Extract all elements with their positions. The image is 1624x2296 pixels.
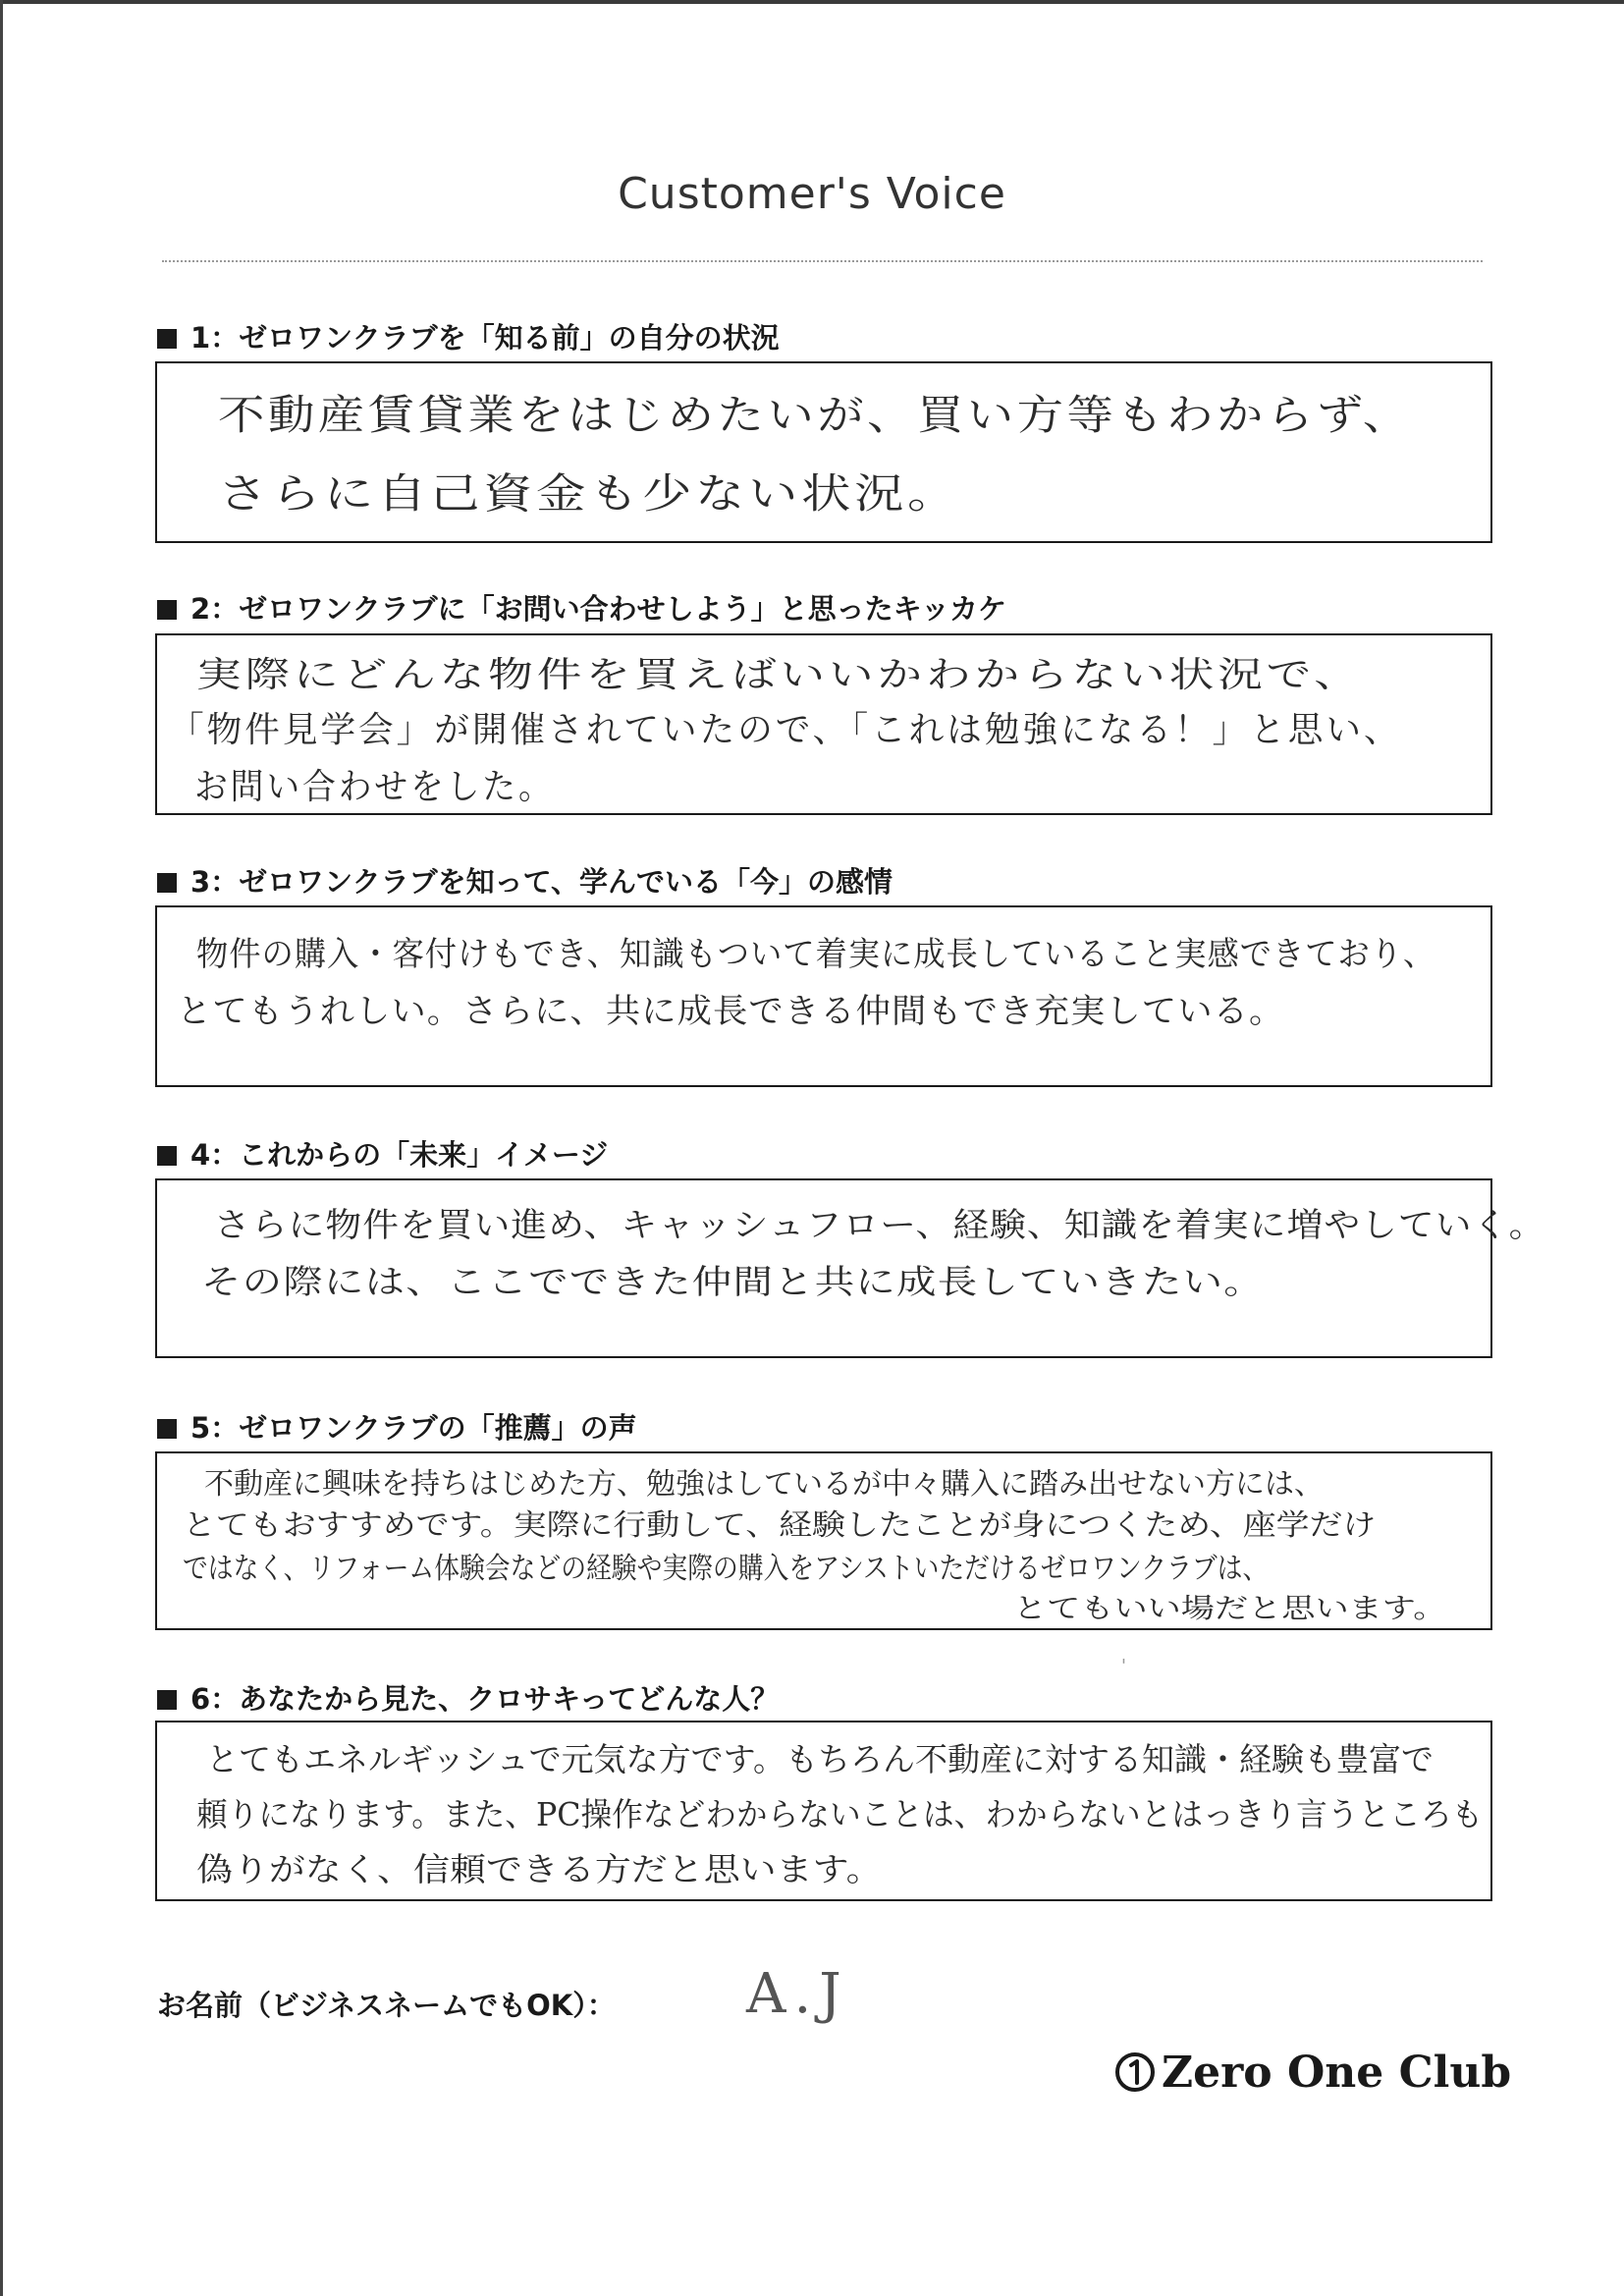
answer-3-line-2: とてもうれしい。さらに、共に成長できる仲間もでき充実している。 xyxy=(177,992,1285,1031)
answer-2-line-3: お問い合わせをした。 xyxy=(194,767,555,807)
answer-1-box xyxy=(155,361,1492,543)
answer-6-line-1: とてもエネルギッシュで元気な方です。もちろん不動産に対する知識・経験も豊富で xyxy=(206,1740,1435,1778)
answer-4-line-2: その際には、ここでできた仲間と共に成長していきたい。 xyxy=(201,1263,1265,1302)
answer-4-line-1: さらに物件を買い進め、キャッシュフロー、経験、知識を着実に増やしていく。 xyxy=(214,1206,1546,1245)
answer-5-line-1: 不動産に興味を持ちはじめた方、勉強はしているが中々購入に踏み出せない方には、 xyxy=(204,1467,1324,1502)
page-title: Customer's Voice xyxy=(618,169,1006,219)
answer-5-line-4: とてもいい場だと思います。 xyxy=(1013,1592,1447,1624)
question-1-label: 1：ゼロワンクラブを「知る前」の自分の状況 xyxy=(157,316,780,356)
name-field-value: A.J xyxy=(746,1962,849,2026)
answer-5-line-3: ではなく、リフォーム体験会などの経験や実際の購入をアシストいただけるゼロワンクラブは、 xyxy=(183,1552,1269,1586)
square-bullet-icon xyxy=(157,1419,177,1439)
answer-6-box xyxy=(155,1721,1492,1901)
answer-2-line-1: 実際にどんな物件を買えばいいかわからない状況で、 xyxy=(196,655,1363,695)
question-5-label: 5：ゼロワンクラブの「推薦」の声 xyxy=(157,1406,637,1447)
answer-6-line-3: 偽りがなく、信頼できる方だと思います。 xyxy=(196,1850,883,1888)
circled-one-icon xyxy=(1114,2051,1156,2093)
logo-text: Zero One Club xyxy=(1162,2047,1512,2098)
answer-3-box xyxy=(155,905,1492,1087)
answer-5-line-2: とてもおすすめです。実際に行動して、経験したことが身につくため、座学だけ xyxy=(183,1508,1377,1543)
question-3-label: 3：ゼロワンクラブを知って、学んでいる「今」の感情 xyxy=(157,860,893,901)
question-4-label: 4：これからの「未来」イメージ xyxy=(157,1133,608,1174)
answer-6-line-2: 頼りになります。また、PC操作などわからないことは、わからないとはっきり言うところも xyxy=(196,1795,1484,1833)
answer-1-line-2: さらに自己資金も少ない状況。 xyxy=(218,469,961,518)
scan-edge-top xyxy=(0,0,1624,4)
answer-5-box xyxy=(155,1451,1492,1630)
answer-3-line-1: 物件の購入・客付けもでき、知識もついて着実に成長していること実感できており、 xyxy=(196,935,1436,974)
square-bullet-icon xyxy=(157,1146,177,1166)
name-field-label: お名前（ビジネスネームでもOK）： xyxy=(157,1989,616,2022)
scan-edge-left xyxy=(0,0,3,2296)
title-divider xyxy=(162,260,1483,262)
question-6-label: 6：あなたから見た、クロサキってどんな人？ xyxy=(157,1677,779,1718)
answer-4-box xyxy=(155,1178,1546,1358)
zero-one-club-logo xyxy=(1114,2043,1511,2102)
answer-1-line-1: 不動産賃貸業をはじめたいが、買い方等もわからず、 xyxy=(218,391,1413,439)
stray-mark: ' xyxy=(1121,1656,1126,1676)
square-bullet-icon xyxy=(157,1690,177,1710)
square-bullet-icon xyxy=(157,600,177,620)
square-bullet-icon xyxy=(157,329,177,349)
square-bullet-icon xyxy=(157,873,177,893)
answer-2-line-2: 「物件見学会」が開催されていたので、「これは勉強になる！」と思い、 xyxy=(169,710,1402,750)
answer-2-box xyxy=(155,633,1492,815)
question-2-label: 2：ゼロワンクラブに「お問い合わせしよう」と思ったキッカケ xyxy=(157,587,1006,628)
